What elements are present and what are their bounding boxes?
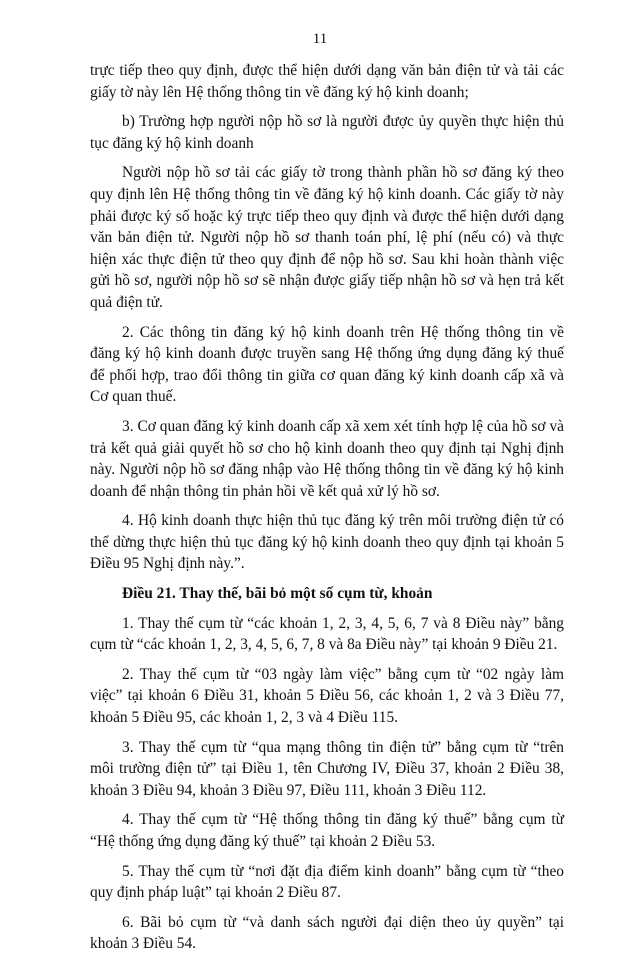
article-item-1: 1. Thay thế cụm từ “các khoản 1, 2, 3, 4, 5, 6, 7 và 8 Điều này” bằng cụm từ “các khoản 1, 2, 3, 4, 5, 6, 7, 8 và 8a Điều này” tại khoản 9 Điều 21. [90,614,564,654]
paragraph-clause-4: 4. Hộ kinh doanh thực hiện thủ tục đăng ký trên môi trường điện tử có thể dừng thực hiện thủ tục đăng ký hộ kinh doanh theo quy định tại khoản 5 Điều 95 Nghị định này.”. [90,512,564,573]
page-number: 11 [312,31,328,47]
article-item-4: 4. Thay thế cụm từ “Hệ thống thông tin đăng ký thuế” bằng cụm từ “Hệ thống ứng dụng đăng ký thuế” tại khoản 2 Điều 53. [90,811,564,850]
page-content [90,60,564,963]
paragraph-upload-procedure: Người nộp hồ sơ tải các giấy tờ trong thành phần hồ sơ đăng ký theo quy định lên Hệ thống thông tin về đăng ký hộ kinh doanh. Các giấy tờ này phải được ký số hoặc ký trực tiếp theo quy định và được thể hiện dưới dạng văn bản điện tử. Người nộp hồ sơ thanh toán phí, lệ phí (nếu có) và thực hiện xác thực điện tử theo quy định để nộp hồ sơ. Sau khi hoàn thành việc gửi hồ sơ, người nộp hồ sơ sẽ nhận được giấy tiếp nhận hồ sơ và hẹn trả kết quả điện tử. [90,164,564,311]
paragraph-point-b: b) Trường hợp người nộp hồ sơ là người được ủy quyền thực hiện thủ tục đăng ký hộ kinh doanh [90,113,564,152]
paragraph-clause-2: 2. Các thông tin đăng ký hộ kinh doanh trên Hệ thống thông tin về đăng ký hộ kinh doanh được truyền sang Hệ thống ứng dụng đăng ký thuế để phối hợp, trao đổi thông tin giữa cơ quan đăng ký kinh doanh cấp xã và Cơ quan thuế. [90,323,564,406]
paragraph-clause-3: 3. Cơ quan đăng ký kinh doanh cấp xã xem xét tính hợp lệ của hồ sơ và trả kết quả giải quyết hồ sơ cho hộ kinh doanh theo quy định tại Nghị định này. Người nộp hồ sơ đăng nhập vào Hệ thống thông tin về đăng ký hộ kinh doanh để nhận thông tin phản hồi về kết quả xử lý hồ sơ. [90,417,564,500]
article-item-6: 6. Bãi bỏ cụm từ “và danh sách người đại diện theo ủy quyền” tại khoản 3 Điều 54. [90,913,564,953]
paragraph-continuation: trực tiếp theo quy định, được thể hiện dưới dạng văn bản điện tử và tải các giấy tờ này lên Hệ thống thông tin về đăng ký hộ kinh doanh; [90,62,564,101]
article-item-3: 3. Thay thế cụm từ “qua mạng thông tin điện tử” bằng cụm từ “trên môi trường điện tử” tại Điều 1, tên Chương IV, Điều 37, khoản 2 Điều 38, khoản 3 Điều 94, khoản 3 Điều 97, Điều 111, khoản 3 Điều 112. [90,738,564,799]
article-heading: Điều 21. Thay thế, bãi bỏ một số cụm từ, khoản [122,585,433,603]
article-item-2: 2. Thay thế cụm từ “03 ngày làm việc” bằng cụm từ “02 ngày làm việc” tại khoản 6 Điều 31, khoản 5 Điều 56, các khoản 1, 2 và 3 Điều 77, khoản 5 Điều 95, các khoản 1, 2, 3 và 4 Điều 115. [90,665,564,727]
article-item-5: 5. Thay thế cụm từ “nơi đặt địa điểm kinh doanh” bằng cụm từ “theo quy định pháp luật” tại khoản 2 Điều 87. [90,862,564,902]
